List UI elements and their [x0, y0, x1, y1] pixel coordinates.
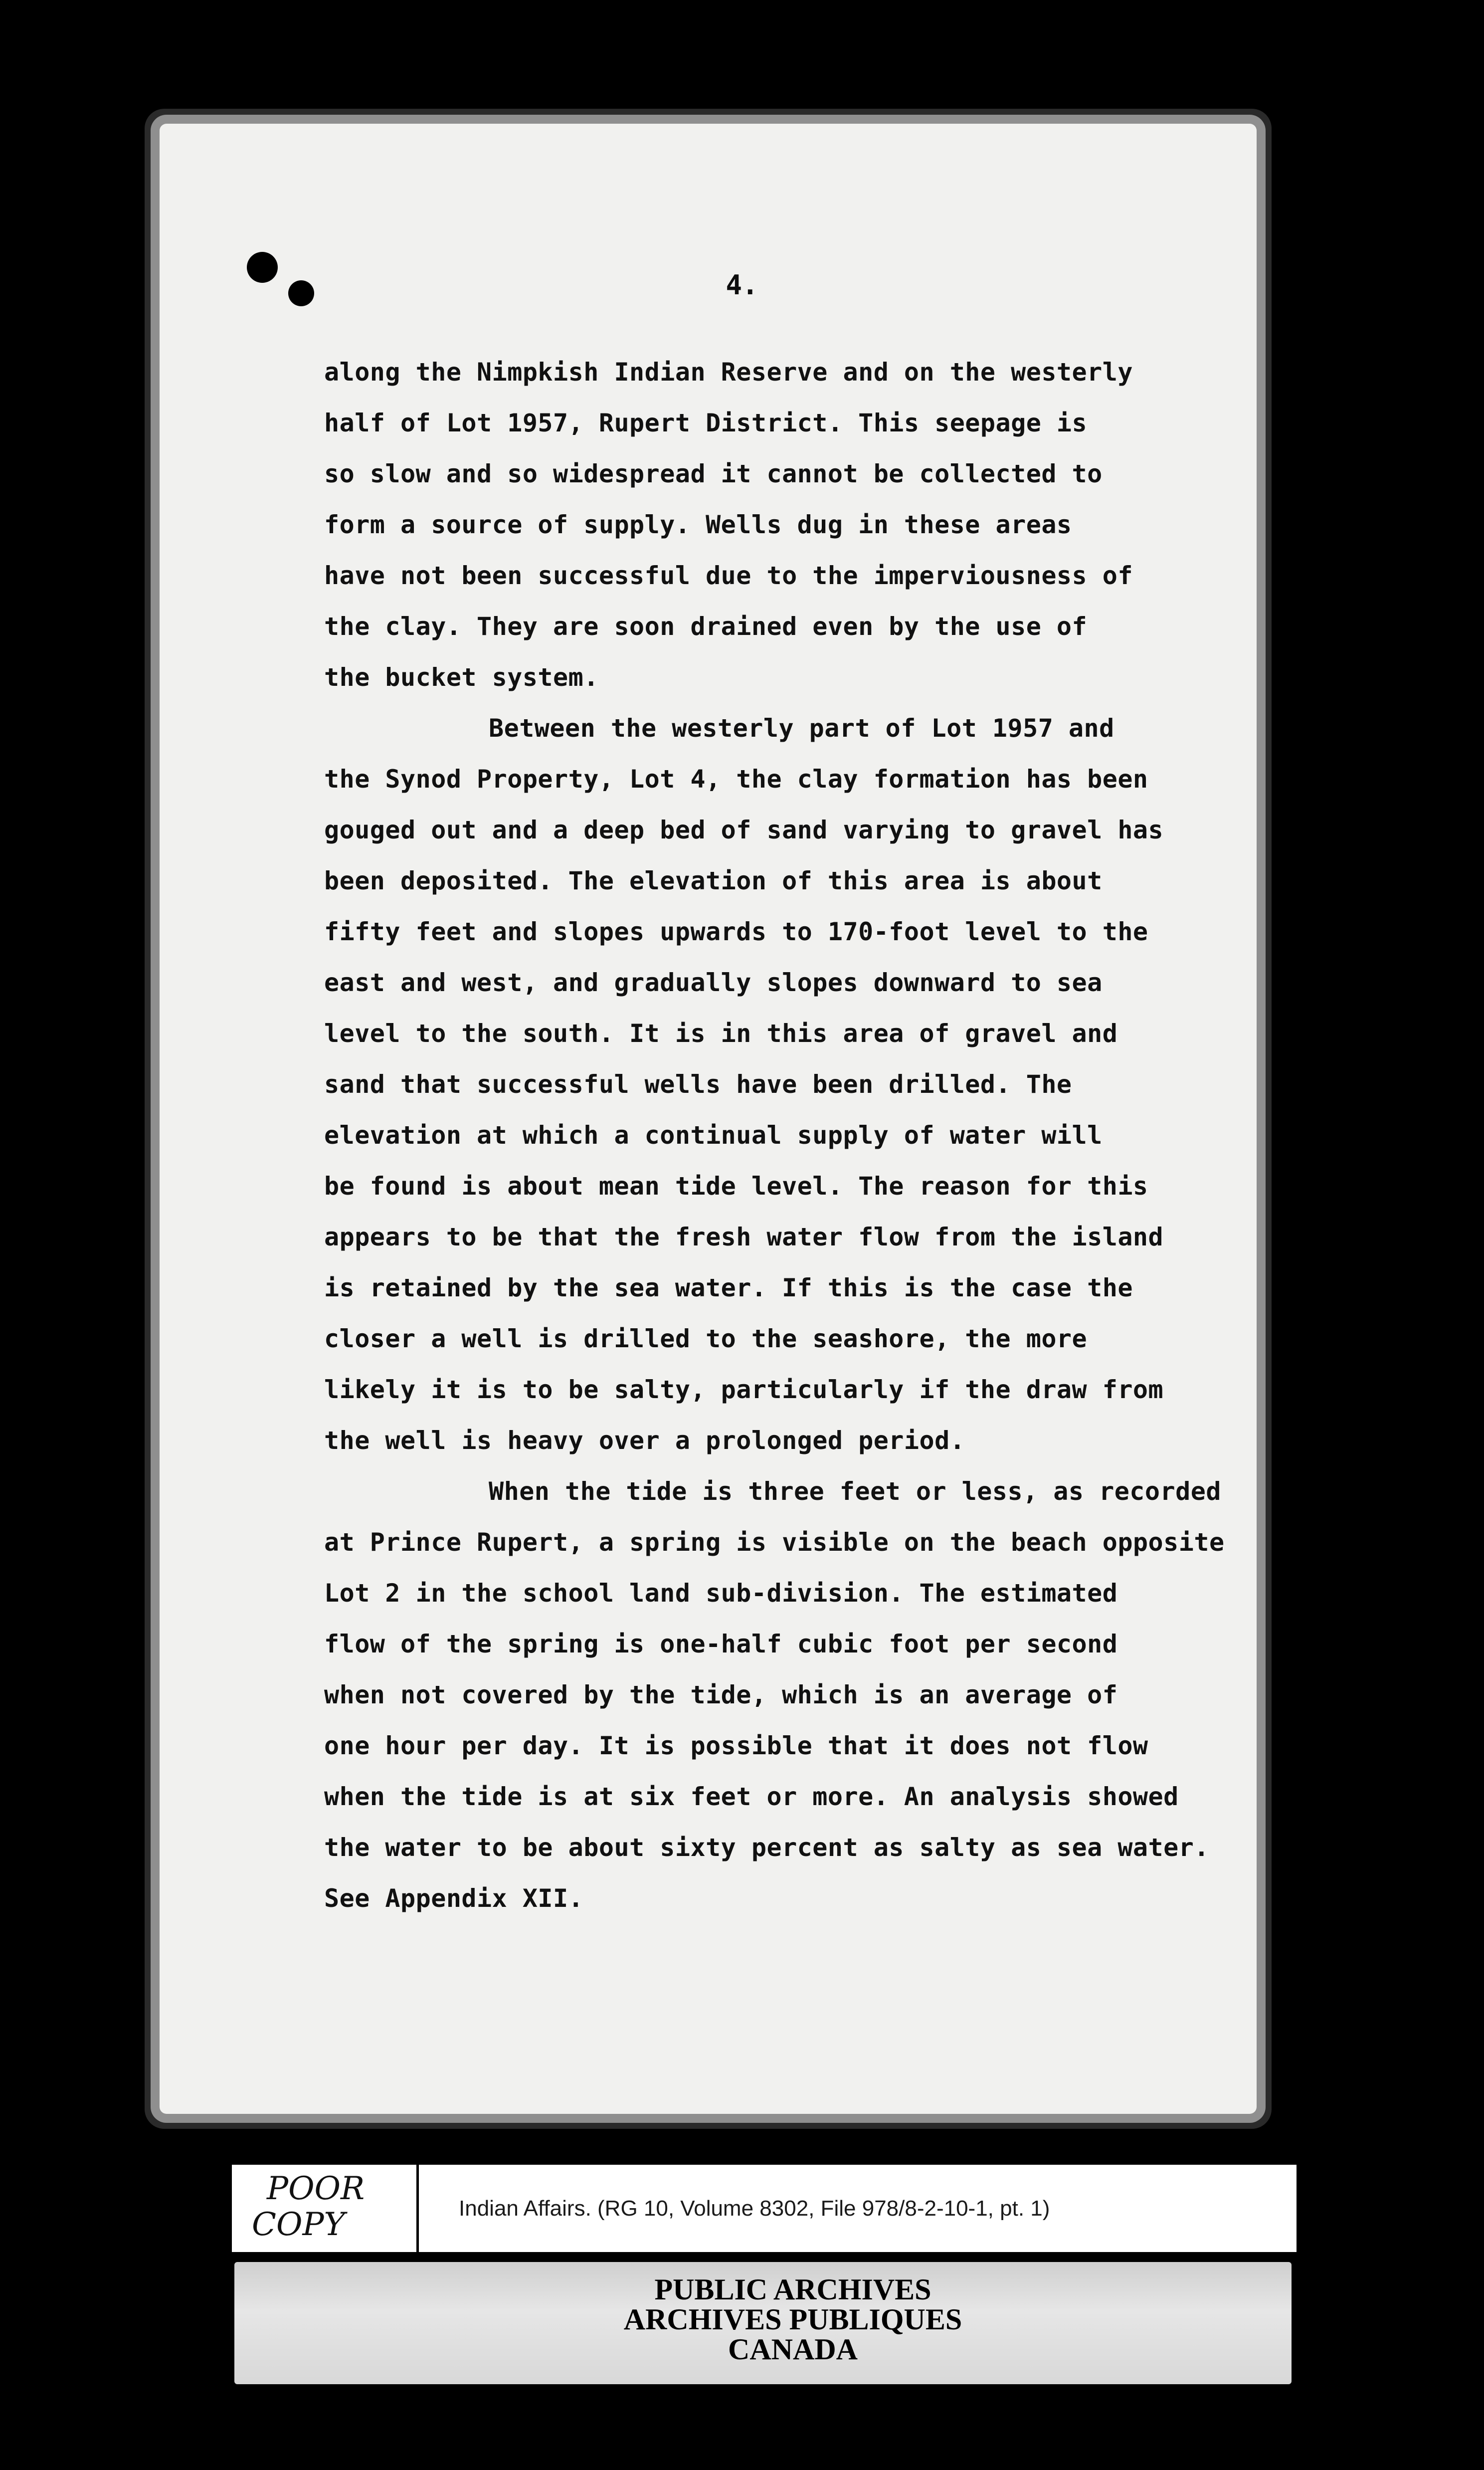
paragraph-2: Between the westerly part of Lot 1957 and the Synod Property, Lot 4, the clay formation has been gouged out and a deep bed of sand varying to gravel has been deposited. The elevation of this area is about fifty feet and slopes upwards to 170-foot level to the east and west, and gradually slopes downward to sea level to the south. It is in this area of gravel and sand that successful wells have been drilled. The elevation at which a continual supply of water will be found is about mean tide level. The reason for this appears to be that the fresh water flow from the island is retained by the sea water. If this is the case the closer a well is drilled to the seashore, the more likely it is to be salty, particularly if the draw from the well is heavy over a prolonged period.: [324, 714, 1164, 1455]
archives-stamp-line-2: ARCHIVES PUBLIQUES: [623, 2303, 962, 2336]
archive-citation: Indian Affairs. (RG 10, Volume 8302, File 978/8-2-10-1, pt. 1): [419, 2165, 1297, 2252]
page-number: 4.: [726, 269, 758, 301]
archives-stamp: [0, 2274, 1484, 2364]
poor-copy-line-2: COPY: [252, 2206, 345, 2243]
poor-copy-note: [232, 2165, 416, 2252]
poor-copy-line-1: POOR: [267, 2170, 365, 2207]
archives-stamp-line-3: CANADA: [728, 2333, 858, 2366]
archives-stamp-line-1: PUBLIC ARCHIVES: [654, 2273, 931, 2306]
document-body: [324, 347, 1262, 1924]
paragraph-3: When the tide is three feet or less, as recorded at Prince Rupert, a spring is visible on the beach opposite Lot 2 in the school land sub-division. The estimated flow of the spring is one-half cubic foot per second when not covered by the tide, which is an average of one hour per day. It is possible that it does not flow when the tide is at six feet or more. An analysis showed the water to be about sixty percent as salty as sea water. See Appendix XII.: [324, 1477, 1225, 1913]
paragraph-1: along the Nimpkish Indian Reserve and on the westerly half of Lot 1957, Rupert District. This seepage is so slow and so widespread it cannot be collected to form a source of supply. Wells dug in these areas have not been successful due to the imperviousness of the clay. They are soon drained even by the use of the bucket system.: [324, 358, 1133, 692]
